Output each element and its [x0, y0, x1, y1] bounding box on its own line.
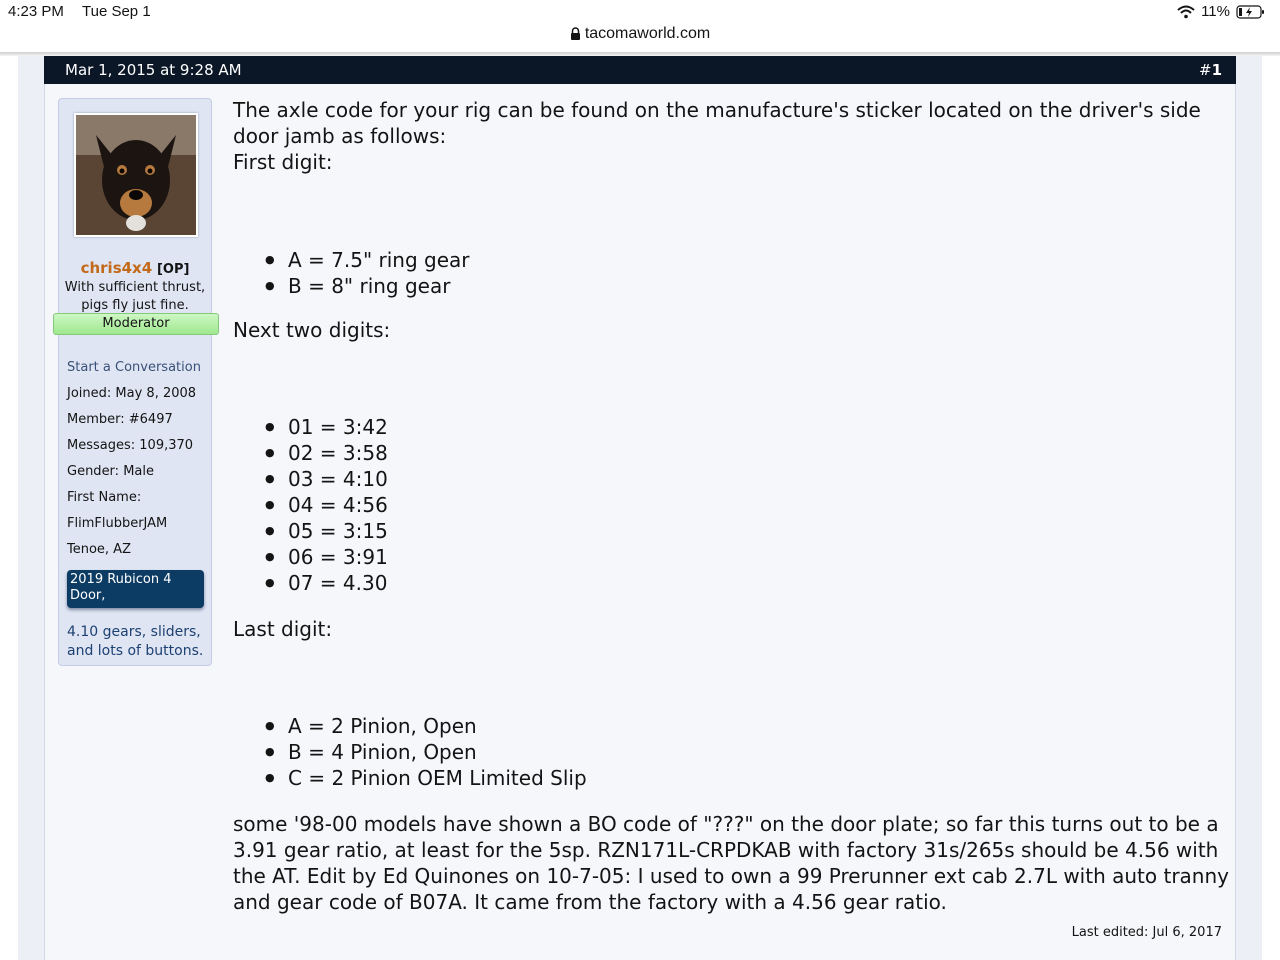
joined-value: May 8, 2008 — [115, 386, 197, 401]
joined-row — [67, 381, 207, 407]
list-item: ● 05 = 3:15 — [233, 518, 388, 544]
post-number-link[interactable] — [1199, 61, 1222, 79]
list-item: ● A = 7.5" ring gear — [233, 247, 470, 273]
op-tag: [OP] — [156, 262, 190, 277]
moderator-badge: Moderator — [53, 313, 219, 335]
gender-row — [67, 459, 207, 485]
post-number: 1 — [1211, 61, 1222, 79]
status-date: Tue Sep 1 — [82, 3, 151, 20]
start-conversation-link[interactable]: Start a Conversation — [67, 360, 201, 375]
list-item: ● 03 = 4:10 — [233, 466, 388, 492]
status-time: 4:23 PM — [8, 3, 64, 20]
intro-text: The axle code for your rig can be found on the manufacture's sticker located on the driver's side door jamb as follows: — [233, 98, 1201, 148]
list-item: ● A = 2 Pinion, Open — [233, 713, 587, 739]
joined-label: Joined: — [67, 386, 112, 401]
messages-value[interactable]: 109,370 — [139, 438, 194, 453]
gender-label: Gender: — [67, 464, 120, 479]
messages-row — [67, 433, 207, 459]
address-bar[interactable] — [0, 22, 1280, 54]
user-info-panel — [58, 98, 212, 666]
user-title — [59, 279, 211, 315]
list-item: ● C = 2 Pinion OEM Limited Slip — [233, 765, 587, 791]
list-item: ● 04 = 4:56 — [233, 492, 388, 518]
location[interactable]: Tenoe, AZ — [67, 542, 131, 557]
member-row — [67, 407, 207, 433]
username[interactable]: chris4x4 — [80, 259, 153, 277]
user-title-line1: With sufficient thrust, — [64, 280, 206, 295]
list-item: ● B = 4 Pinion, Open — [233, 739, 587, 765]
member-label: Member: — [67, 412, 125, 427]
status-bar — [0, 0, 1280, 24]
last-digit-heading: Last digit: — [233, 617, 333, 641]
first-name-value: FlimFlubberJAM — [67, 516, 168, 531]
lock-icon — [570, 27, 581, 41]
user-extra-info — [67, 355, 207, 563]
wifi-icon — [1177, 5, 1195, 19]
post-date[interactable]: Mar 1, 2015 at 9:28 AM — [65, 61, 242, 79]
last-edited: Last edited: Jul 6, 2017 — [1071, 925, 1222, 940]
battery-percent: 11% — [1201, 3, 1230, 20]
list-item: ● 01 = 3:42 — [233, 414, 388, 440]
vehicle-details[interactable]: 4.10 gears, sliders, and lots of buttons. — [67, 624, 204, 659]
list-item: ● 06 = 3:91 — [233, 544, 388, 570]
list-item: ● 07 = 4.30 — [233, 570, 388, 596]
user-title-line2: pigs fly just fine. — [81, 298, 189, 313]
next-two-heading: Next two digits: — [233, 318, 391, 342]
vehicle-badge[interactable]: 2019 Rubicon 4 Door, — [67, 570, 204, 608]
gender-value: Male — [123, 464, 154, 479]
first-name-label: First Name: — [67, 490, 142, 505]
first-digit-heading: First digit: — [233, 150, 333, 174]
final-paragraph: some '98-00 models have shown a BO code of "???" on the door plate; so far this turns out to be a 3.91 gear ratio, at least for the 5sp. RZN171L-CRPDKAB with factory 31s/265s should be 4.56 with the AT. Edit by Ed Quinones on 10-7-05: I used to own a 99 Prerunner ext cab 2.7L with auto tranny and gear code of B07A. It came from the factory with a 4.56 gear ratio. — [233, 812, 1229, 914]
url-domain: tacomaworld.com — [584, 25, 711, 42]
last-digit-list — [233, 713, 587, 791]
list-item: ● B = 8" ring gear — [233, 273, 470, 299]
post-intro — [233, 97, 1223, 175]
post-number-prefix: # — [1198, 61, 1212, 79]
battery-charging-icon — [1236, 5, 1266, 19]
first-digit-list — [233, 247, 470, 299]
avatar[interactable] — [74, 113, 198, 237]
next-two-list — [233, 414, 388, 596]
messages-label: Messages: — [67, 438, 136, 453]
member-value: #6497 — [128, 412, 173, 427]
username-line — [59, 259, 211, 277]
list-item: ● 02 = 3:58 — [233, 440, 388, 466]
post-header — [44, 56, 1236, 84]
status-right — [1177, 3, 1266, 20]
